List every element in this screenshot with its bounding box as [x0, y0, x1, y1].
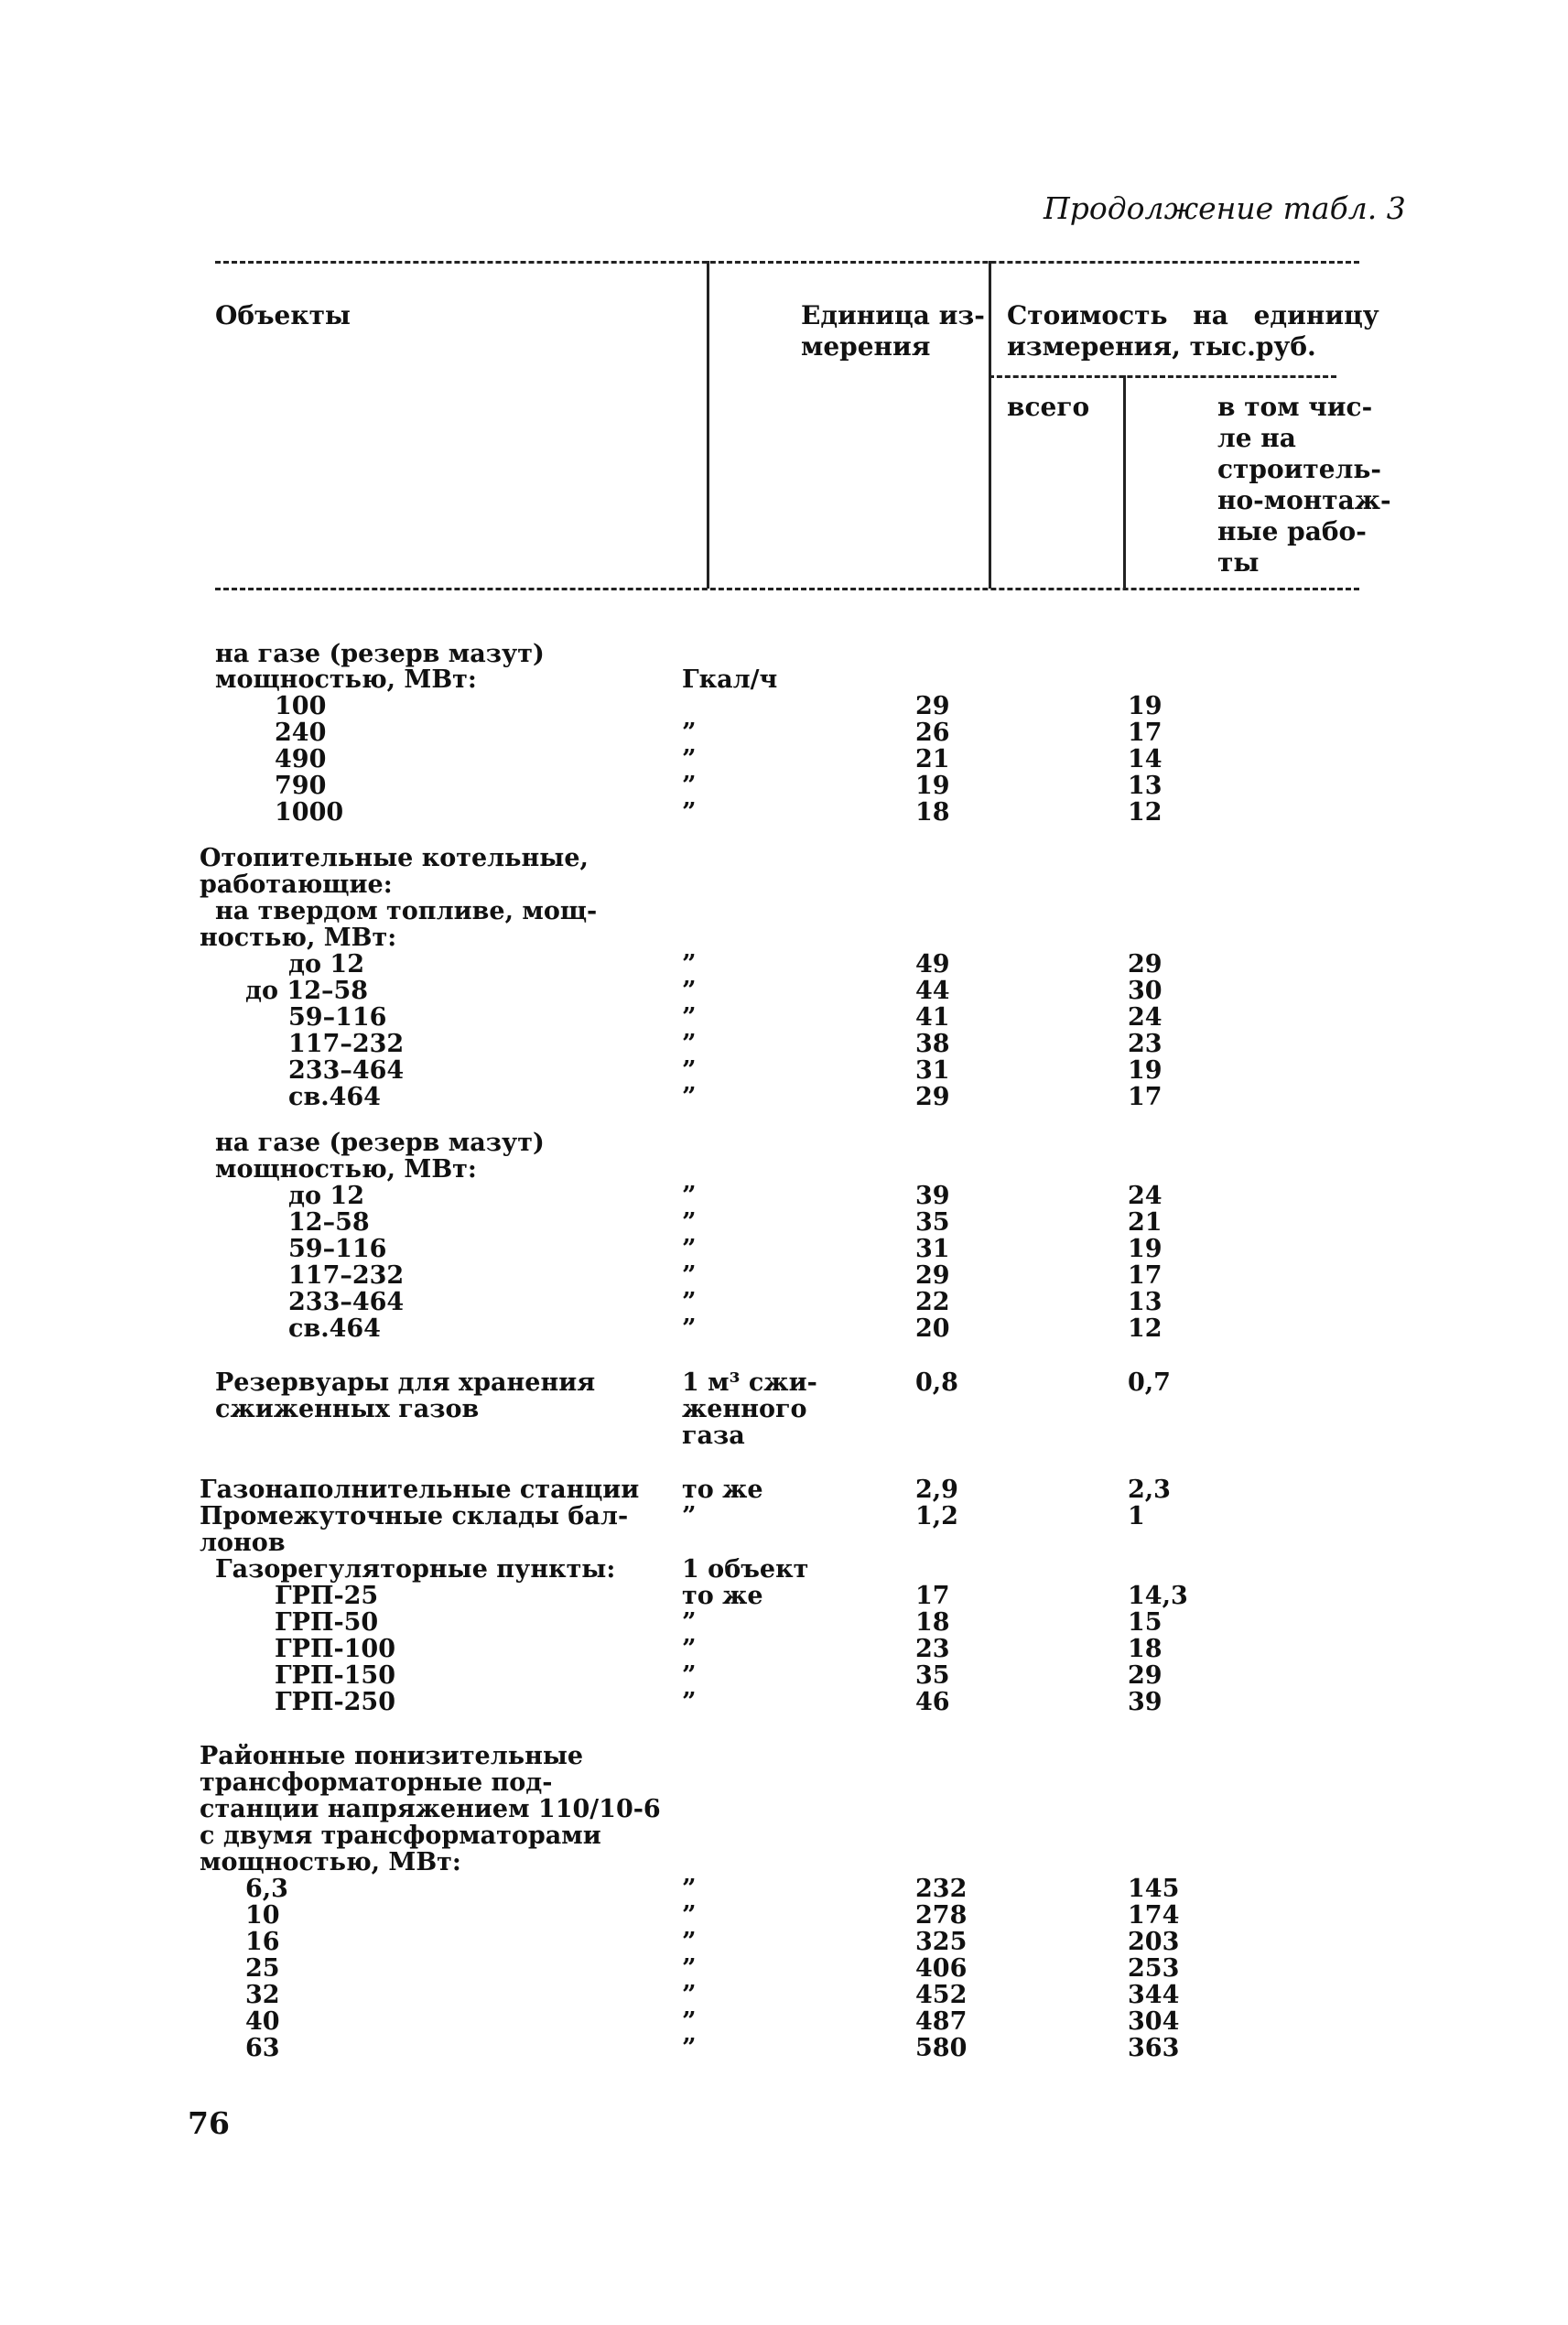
- row-object: мощностью, МВт:: [215, 665, 477, 694]
- row-object: до 12: [288, 1182, 364, 1210]
- table-row: [0, 1315, 1568, 1342]
- row-unit: ”: [682, 745, 697, 773]
- table-row: [0, 1476, 1568, 1503]
- row-object: 490: [275, 745, 327, 773]
- row-unit: ”: [682, 1235, 697, 1263]
- row-construction: 14: [1128, 745, 1162, 773]
- table-row: [0, 2008, 1568, 2035]
- row-object: 40: [245, 2007, 280, 2036]
- row-object: св.464: [288, 1314, 381, 1343]
- table-row: [0, 898, 1568, 925]
- row-object: 117–232: [288, 1261, 405, 1290]
- row-object: 6,3: [245, 1875, 288, 1903]
- header-unit-line1: Единица из-: [801, 300, 985, 330]
- row-object: работающие:: [200, 871, 393, 899]
- row-total: 49: [915, 950, 950, 979]
- table-row: [0, 1662, 1568, 1689]
- table-row: [0, 641, 1568, 667]
- table-row: [0, 693, 1568, 719]
- header-incl-5: ные рабо-: [1217, 516, 1367, 546]
- row-total: 18: [915, 1608, 950, 1637]
- row-object: 59–116: [288, 1235, 387, 1263]
- table-row: [0, 1929, 1568, 1955]
- row-unit: ”: [682, 1901, 697, 1930]
- column-divider-objects: [707, 261, 709, 589]
- table-row: [0, 666, 1568, 693]
- row-construction: 18: [1128, 1635, 1162, 1663]
- row-unit: ”: [682, 1056, 697, 1085]
- row-total: 35: [915, 1661, 950, 1690]
- row-object: лонов: [200, 1529, 286, 1557]
- row-unit: ”: [682, 772, 697, 800]
- row-construction: 29: [1128, 950, 1162, 979]
- table-row: [0, 1609, 1568, 1636]
- row-total: 35: [915, 1208, 950, 1237]
- row-unit: то же: [682, 1582, 763, 1610]
- row-object: ГРП-150: [275, 1661, 396, 1690]
- row-total: 22: [915, 1288, 950, 1316]
- header-incl-6: ты: [1217, 547, 1260, 578]
- table-row: [0, 1530, 1568, 1556]
- column-divider-cost: [1123, 375, 1126, 589]
- header-cost-line2: измерения, тыс.руб.: [1007, 331, 1316, 362]
- row-construction: 19: [1128, 1235, 1162, 1263]
- row-total: 26: [915, 719, 950, 747]
- row-construction: 15: [1128, 1608, 1162, 1637]
- row-object: 16: [245, 1928, 280, 1956]
- row-total: 278: [915, 1901, 968, 1930]
- row-unit: женного: [682, 1395, 807, 1423]
- row-construction: 21: [1128, 1208, 1162, 1237]
- table-row: [0, 1084, 1568, 1110]
- table-row: [0, 951, 1568, 978]
- row-object: св.464: [288, 1083, 381, 1111]
- row-object: Районные понизительные: [200, 1742, 584, 1770]
- row-unit: ”: [682, 1003, 697, 1032]
- row-total: 23: [915, 1635, 950, 1663]
- row-unit: ”: [682, 1208, 697, 1237]
- table-row: [0, 1422, 1568, 1449]
- row-object: 790: [275, 772, 327, 800]
- row-total: 39: [915, 1182, 950, 1210]
- table-row: [0, 1057, 1568, 1084]
- row-construction: 13: [1128, 772, 1162, 800]
- row-object: до 12: [288, 950, 364, 979]
- row-construction: 24: [1128, 1182, 1162, 1210]
- table-row: [0, 773, 1568, 799]
- row-construction: 0,7: [1128, 1368, 1171, 1397]
- row-construction: 1: [1128, 1502, 1145, 1530]
- row-total: 46: [915, 1688, 950, 1716]
- table-row: [0, 799, 1568, 826]
- row-unit: ”: [682, 1981, 697, 2009]
- row-construction: 304: [1128, 2007, 1180, 2036]
- table-row: [0, 1583, 1568, 1609]
- row-construction: 24: [1128, 1003, 1162, 1032]
- header-cost-line1: Стоимость на единицу: [1007, 300, 1379, 330]
- table-row: [0, 1556, 1568, 1583]
- row-total: 44: [915, 977, 950, 1005]
- table-row: [0, 746, 1568, 773]
- row-object: 117–232: [288, 1030, 405, 1058]
- row-unit: Гкал/ч: [682, 665, 778, 694]
- table-row: [0, 1982, 1568, 2008]
- row-unit: ”: [682, 977, 697, 1005]
- row-total: 31: [915, 1235, 950, 1263]
- row-total: 29: [915, 1083, 950, 1111]
- row-construction: 344: [1128, 1981, 1180, 2009]
- table-row: [0, 845, 1568, 871]
- row-unit: ”: [682, 1288, 697, 1316]
- row-object: ностью, МВт:: [200, 924, 397, 952]
- table-row: [0, 978, 1568, 1004]
- table-row: [0, 1743, 1568, 1769]
- row-object: ГРП-25: [275, 1582, 379, 1610]
- row-object: на твердом топливе, мощ-: [215, 897, 598, 925]
- row-unit: ”: [682, 719, 697, 747]
- page-number: 76: [188, 2105, 230, 2141]
- table-row: [0, 1156, 1568, 1183]
- row-total: 2,9: [915, 1476, 958, 1504]
- table-row: [0, 1031, 1568, 1057]
- table-caption: Продолжение табл. 3: [1044, 190, 1406, 226]
- table-row: [0, 1796, 1568, 1822]
- row-object: 59–116: [288, 1003, 387, 1032]
- row-total: 17: [915, 1582, 950, 1610]
- row-object: станции напряжением 110/10-6: [200, 1795, 661, 1823]
- row-unit: ”: [682, 1083, 697, 1111]
- column-divider-unit: [989, 261, 991, 589]
- row-total: 41: [915, 1003, 950, 1032]
- row-object: 25: [245, 1954, 280, 1983]
- row-construction: 253: [1128, 1954, 1180, 1983]
- table-row: [0, 719, 1568, 746]
- table-row: [0, 1849, 1568, 1876]
- header-top-rule: [215, 261, 1359, 264]
- row-object: на газе (резерв мазут): [215, 1129, 545, 1157]
- table-row: [0, 925, 1568, 951]
- row-object: мощностью, МВт:: [200, 1848, 461, 1876]
- row-unit: то же: [682, 1476, 763, 1504]
- table-row: [0, 1262, 1568, 1289]
- row-object: 240: [275, 719, 327, 747]
- row-unit: ”: [682, 950, 697, 979]
- row-construction: 29: [1128, 1661, 1162, 1690]
- row-total: 20: [915, 1314, 950, 1343]
- row-unit: ”: [682, 1314, 697, 1343]
- row-object: 12–58: [288, 1208, 370, 1237]
- row-object: 233–464: [288, 1288, 405, 1316]
- row-object: Отопительные котельные,: [200, 844, 589, 872]
- row-total: 31: [915, 1056, 950, 1085]
- row-total: 232: [915, 1875, 968, 1903]
- table-row: [0, 871, 1568, 898]
- row-construction: 13: [1128, 1288, 1162, 1316]
- table-row: [0, 1004, 1568, 1031]
- row-object: на газе (резерв мазут): [215, 640, 545, 668]
- row-construction: 39: [1128, 1688, 1162, 1716]
- row-construction: 19: [1128, 1056, 1162, 1085]
- table-row: [0, 1822, 1568, 1849]
- row-unit: ”: [682, 1875, 697, 1903]
- row-construction: 30: [1128, 977, 1162, 1005]
- header-unit-line2: мерения: [801, 331, 931, 362]
- row-object: Газорегуляторные пункты:: [215, 1555, 616, 1584]
- row-total: 29: [915, 692, 950, 720]
- row-object: Резервуары для хранения: [215, 1368, 596, 1397]
- row-unit: ”: [682, 1661, 697, 1690]
- row-construction: 19: [1128, 692, 1162, 720]
- row-construction: 363: [1128, 2034, 1180, 2062]
- row-unit: 1 м³ сжи-: [682, 1368, 817, 1397]
- table-row: [0, 1689, 1568, 1715]
- row-total: 19: [915, 772, 950, 800]
- row-construction: 2,3: [1128, 1476, 1171, 1504]
- row-object: с двумя трансформаторами: [200, 1822, 601, 1850]
- row-unit: газа: [682, 1422, 745, 1450]
- header-total: всего: [1007, 392, 1090, 422]
- table-row: [0, 1209, 1568, 1236]
- row-object: ГРП-250: [275, 1688, 396, 1716]
- table-row: [0, 1130, 1568, 1156]
- row-object: ГРП-50: [275, 1608, 379, 1637]
- table-row: [0, 1503, 1568, 1530]
- row-construction: 17: [1128, 1083, 1162, 1111]
- header-incl-2: ле на: [1217, 423, 1296, 453]
- row-unit: ”: [682, 1635, 697, 1663]
- cost-subheader-rule: [989, 375, 1336, 378]
- row-construction: 17: [1128, 1261, 1162, 1290]
- row-object: 32: [245, 1981, 280, 2009]
- row-object: сжиженных газов: [215, 1395, 480, 1423]
- row-construction: 174: [1128, 1901, 1180, 1930]
- table-row: [0, 1183, 1568, 1209]
- table-row: [0, 1369, 1568, 1396]
- row-unit: ”: [682, 1030, 697, 1058]
- table-row: [0, 2035, 1568, 2061]
- row-object: 10: [245, 1901, 280, 1930]
- row-total: 1,2: [915, 1502, 958, 1530]
- table-row: [0, 1902, 1568, 1929]
- row-construction: 12: [1128, 1314, 1162, 1343]
- table-row: [0, 1955, 1568, 1982]
- row-total: 580: [915, 2034, 968, 2062]
- header-bottom-rule: [215, 588, 1359, 590]
- row-total: 18: [915, 798, 950, 827]
- row-object: Газонаполнительные станции: [200, 1476, 640, 1504]
- row-construction: 23: [1128, 1030, 1162, 1058]
- row-object: 233–464: [288, 1056, 405, 1085]
- row-construction: 203: [1128, 1928, 1180, 1956]
- row-construction: 14,3: [1128, 1582, 1188, 1610]
- row-unit: 1 объект: [682, 1555, 809, 1584]
- row-unit: ”: [682, 1928, 697, 1956]
- row-total: 0,8: [915, 1368, 958, 1397]
- row-total: 21: [915, 745, 950, 773]
- row-unit: ”: [682, 1502, 697, 1530]
- row-unit: ”: [682, 1688, 697, 1716]
- row-total: 487: [915, 2007, 968, 2036]
- row-unit: ”: [682, 2034, 697, 2062]
- row-total: 29: [915, 1261, 950, 1290]
- header-incl-3: строитель-: [1217, 454, 1381, 484]
- header-objects: Объекты: [215, 300, 351, 330]
- table-row: [0, 1289, 1568, 1315]
- table-row: [0, 1396, 1568, 1422]
- row-unit: ”: [682, 798, 697, 827]
- row-object: 100: [275, 692, 327, 720]
- row-object: мощностью, МВт:: [215, 1155, 477, 1184]
- table-row: [0, 1236, 1568, 1262]
- row-unit: ”: [682, 1182, 697, 1210]
- row-object: до 12–58: [245, 977, 369, 1005]
- row-total: 38: [915, 1030, 950, 1058]
- row-object: 63: [245, 2034, 280, 2062]
- header-incl-1: в том чис-: [1217, 392, 1373, 422]
- row-construction: 145: [1128, 1875, 1180, 1903]
- table-row: [0, 1636, 1568, 1662]
- row-object: Промежуточные склады бал-: [200, 1502, 629, 1530]
- row-object: 1000: [275, 798, 344, 827]
- table-row: [0, 1769, 1568, 1796]
- row-object: ГРП-100: [275, 1635, 396, 1663]
- table-row: [0, 1876, 1568, 1902]
- row-total: 452: [915, 1981, 968, 2009]
- row-construction: 12: [1128, 798, 1162, 827]
- row-construction: 17: [1128, 719, 1162, 747]
- row-unit: ”: [682, 1608, 697, 1637]
- row-unit: ”: [682, 1954, 697, 1983]
- row-unit: ”: [682, 2007, 697, 2036]
- row-object: трансформаторные под-: [200, 1768, 553, 1797]
- row-total: 406: [915, 1954, 968, 1983]
- row-unit: ”: [682, 1261, 697, 1290]
- row-total: 325: [915, 1928, 968, 1956]
- header-incl-4: но-монтаж-: [1217, 485, 1391, 515]
